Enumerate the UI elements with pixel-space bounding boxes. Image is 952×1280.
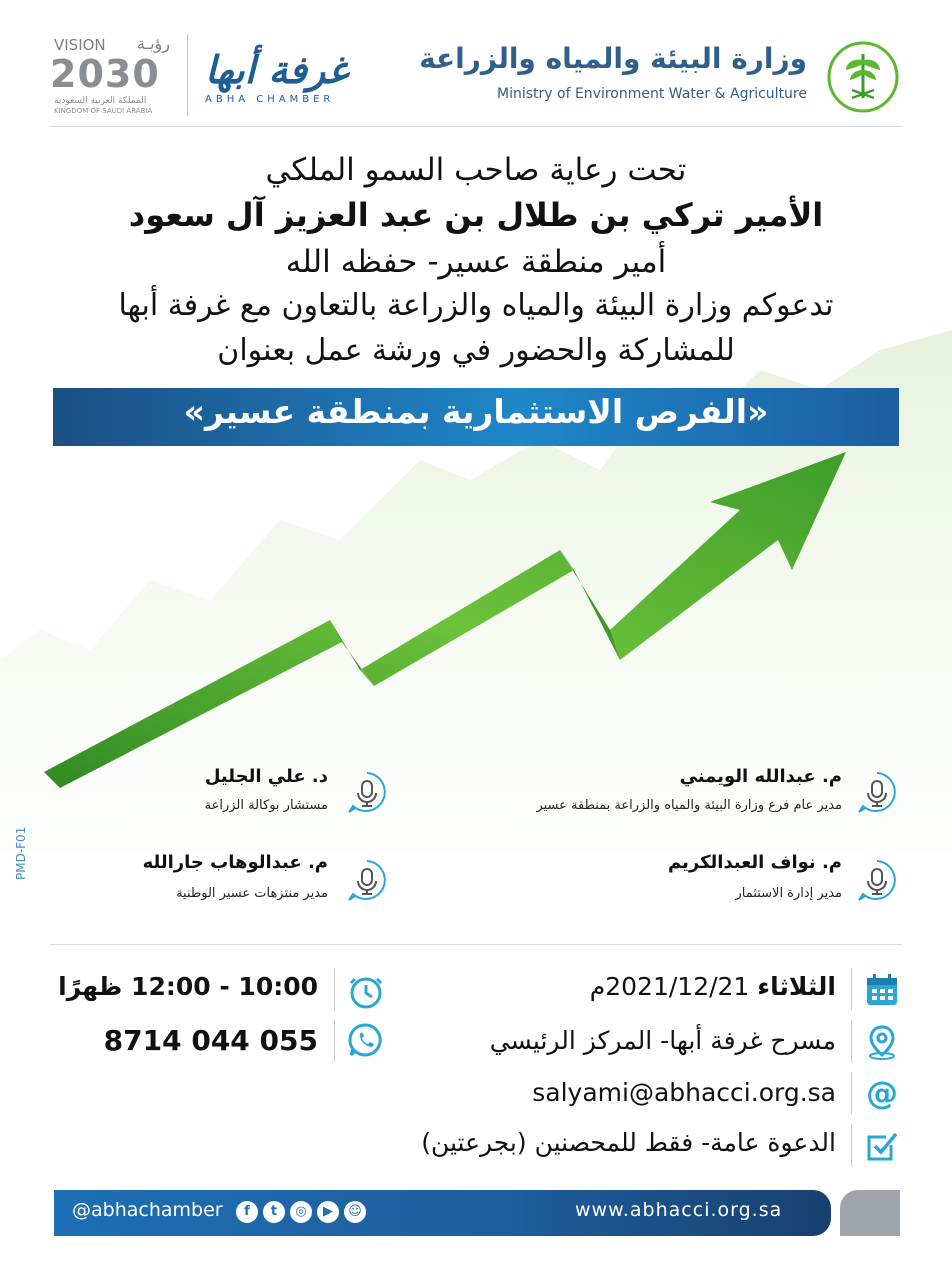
whatsapp-icon <box>348 1022 384 1058</box>
document-code: PMD-F01 <box>14 826 28 880</box>
speaker-name: م. عبدالله الويمني <box>679 766 842 787</box>
row-separator <box>334 1020 335 1062</box>
vision-label-arabic: رؤيـة <box>136 34 170 53</box>
website-link[interactable]: www.abhacci.org.sa <box>575 1199 783 1221</box>
workshop-intro-line: للمشاركة والحضور في ورشة عمل بعنوان <box>217 333 735 368</box>
contact-email[interactable]: salyami@abhacci.org.sa <box>532 1078 836 1107</box>
section-rule <box>50 944 902 945</box>
prince-name-line: الأمير تركي بن طلال بن عبد العزيز آل سعود <box>128 196 824 234</box>
microphone-icon <box>855 858 899 902</box>
footer-accent <box>840 1190 900 1236</box>
row-separator <box>334 968 335 1010</box>
patronage-line: تحت رعاية صاحب السمو الملكي <box>265 152 687 188</box>
row-separator <box>851 1124 852 1166</box>
kingdom-name-arabic: المملكة العربية السعودية <box>54 96 147 106</box>
speaker-role: مدير إدارة الاستثمار <box>735 886 842 901</box>
microphone-icon <box>855 770 899 814</box>
twitter-icon[interactable]: t <box>263 1201 285 1223</box>
ministry-name-arabic: وزارة البيئة والمياه والزراعة <box>419 42 807 75</box>
governor-line: أمير منطقة عسير- حفظه الله <box>285 244 667 280</box>
youtube-icon[interactable]: ▶ <box>317 1201 339 1223</box>
ministry-name-english: Ministry of Environment Water & Agriculture <box>497 86 807 102</box>
ministry-logo <box>826 40 900 114</box>
speaker-role: مستشار بوكالة الزراعة <box>204 798 328 813</box>
clock-icon <box>348 974 384 1010</box>
vision-year: 2030 <box>50 52 160 96</box>
row-separator <box>851 1020 852 1062</box>
microphone-icon <box>345 770 389 814</box>
speaker-name: م. عبدالوهاب جارالله <box>142 852 328 873</box>
abha-chamber-logo: غرفة أبها <box>205 48 348 92</box>
row-separator <box>851 1072 852 1114</box>
calendar-icon <box>864 972 900 1008</box>
instagram-icon[interactable]: ◎ <box>290 1201 312 1223</box>
speaker-name: م. نواف العبدالكريم <box>668 852 842 873</box>
kingdom-name-english: KINGDOM OF SAUDI ARABIA <box>54 107 153 115</box>
abha-chamber-logo-text: ABHA CHAMBER <box>205 94 335 105</box>
row-separator <box>851 968 852 1010</box>
header-divider <box>187 34 188 116</box>
speaker-role: مدير منتزهات عسير الوطنية <box>176 886 328 901</box>
speaker-name: د. علي الجليل <box>204 766 328 787</box>
attendance-note: الدعوة عامة- فقط للمحصنين (بجرعتين) <box>421 1128 836 1157</box>
at-sign-icon <box>864 1076 900 1112</box>
event-date <box>590 972 836 1001</box>
vision-2030-logo <box>50 36 170 118</box>
checkbox-icon <box>864 1128 900 1164</box>
contact-phone: 055 044 8714 <box>103 1024 318 1057</box>
snapchat-icon[interactable]: ☺ <box>344 1201 366 1223</box>
location-pin-icon <box>864 1024 900 1060</box>
event-time: 10:00 - 12:00 ظهرًا <box>58 972 318 1001</box>
facebook-icon[interactable]: f <box>236 1201 258 1223</box>
event-location: مسرح غرفة أبها- المركز الرئيسي <box>489 1026 836 1055</box>
speaker-role: مدير عام فرع وزارة البيئة والمياه والزراعة بمنطقة عسير <box>536 798 842 813</box>
event-day: الثلاثاء <box>757 972 836 1001</box>
microphone-icon <box>345 858 389 902</box>
vision-label: VISION <box>54 36 106 54</box>
social-handle[interactable]: @abhachamber <box>72 1199 223 1221</box>
header-rule <box>50 126 902 127</box>
workshop-title: «الفرص الاستثمارية بمنطقة عسير» <box>183 392 769 431</box>
event-date-value: 2021/12/21م <box>589 972 750 1001</box>
svg-text:@: @ <box>866 1076 898 1112</box>
invitation-line: تدعوكم وزارة البيئة والمياه والزراعة بالتعاون مع غرفة أبها <box>118 288 834 323</box>
